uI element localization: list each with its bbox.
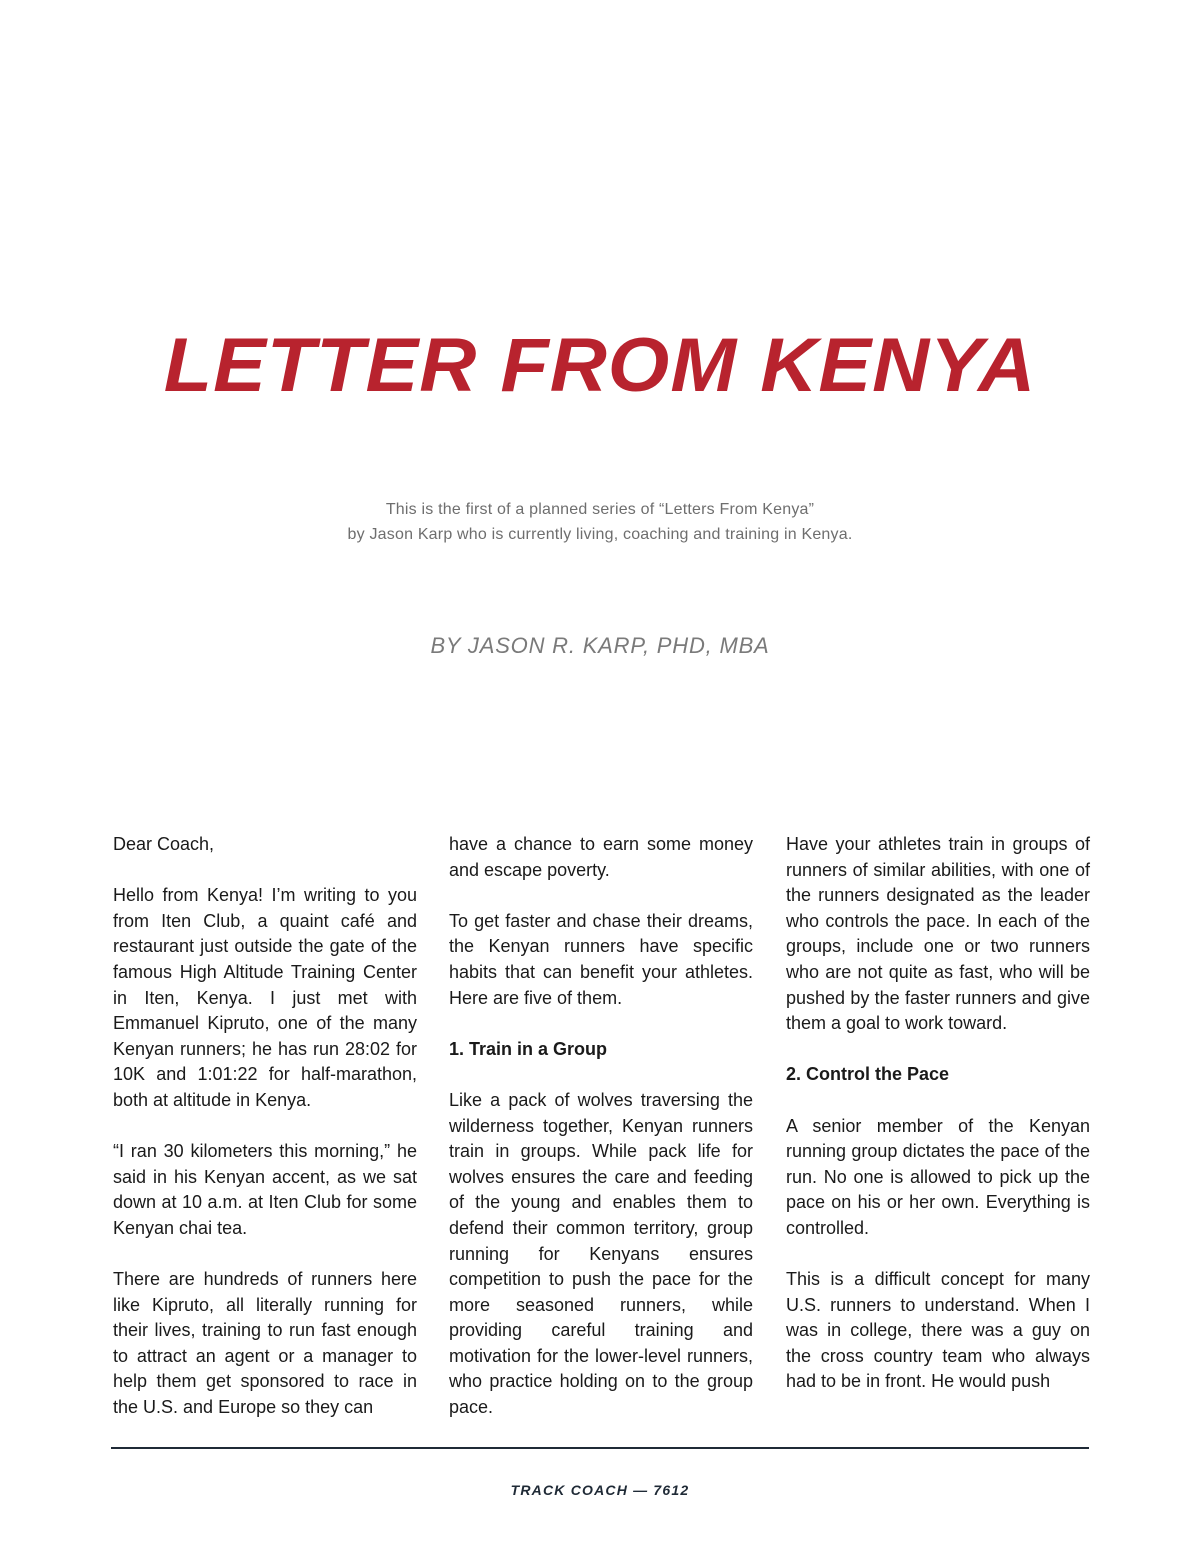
paragraph: “I ran 30 kilometers this morning,” he said in his Kenyan accent, as we sat down at 10 a.m. at Iten Club for some Kenyan chai tea. — [113, 1141, 417, 1238]
paragraph: There are hundreds of runners here like Kipruto, all literally running for their lives, training to run fast enough to attract an agent or a manager to help them get sponsored to race in the U.S. and Europe so they can — [113, 1269, 417, 1418]
intro-line-1: This is the first of a planned series of “Letters From Kenya” — [385, 501, 815, 518]
paragraph: This is a difficult concept for many U.S. runners to understand. When I was in college, there was a guy on the cross country team who always had to be in front. He would push — [786, 1269, 1090, 1392]
column-3 — [786, 832, 1090, 1395]
paragraph: Hello from Kenya! I’m writing to you from Iten Club, a quaint café and restaurant just outside the gate of the famous High Altitude Training Center in Iten, Kenya. I just met with Emmanuel Kipruto, one of the many Kenyan runners; he has run 28:02 for 10K and 1:01:22 for half-marathon, both at altitude in Kenya. — [113, 885, 417, 1110]
column-2 — [449, 832, 753, 1421]
section-heading: 2. Control the Pace — [786, 1064, 950, 1085]
article-title: LETTER FROM KENYA — [163, 323, 1037, 408]
paragraph: To get faster and chase their dreams, the Kenyan runners have specific habits that can benefit your athletes. Here are five of them. — [449, 910, 753, 1008]
paragraph: have a chance to earn some money and escape poverty. — [449, 834, 753, 880]
byline: BY JASON R. KARP, PHD, MBA — [430, 633, 770, 658]
column-1 — [113, 832, 417, 1421]
page-footer: TRACK COACH — 7612 — [510, 1482, 690, 1498]
paragraph: Like a pack of wolves traversing the wilderness together, Kenyan runners train in groups. While pack life for wolves ensures the care and feeding of the young and enables them to defend their common territory, group running for Kenyans ensures competition to push the pace for the more seasoned runners, while providing careful training and motivation for the lower-level runners, who practice holding on to the group pace. — [449, 1089, 753, 1418]
paragraph: Have your athletes train in groups of runners of similar abilities, with one of the runners designated as the leader who controls the pace. In each of the groups, include one or two runners who are not quite as fast, who will be pushed by the faster runners and give them a goal to work toward. — [786, 834, 1090, 1034]
intro-line-2: by Jason Karp who is currently living, coaching and training in Kenya. — [347, 526, 853, 543]
section-heading: 1. Train in a Group — [449, 1038, 608, 1059]
salutation: Dear Coach, — [113, 834, 215, 854]
footer-rule — [111, 1447, 1089, 1449]
intro-note — [0, 497, 1200, 547]
paragraph: A senior member of the Kenyan running group dictates the pace of the run. No one is allowed to pick up the pace on his or her own. Everything is controlled. — [786, 1115, 1090, 1238]
